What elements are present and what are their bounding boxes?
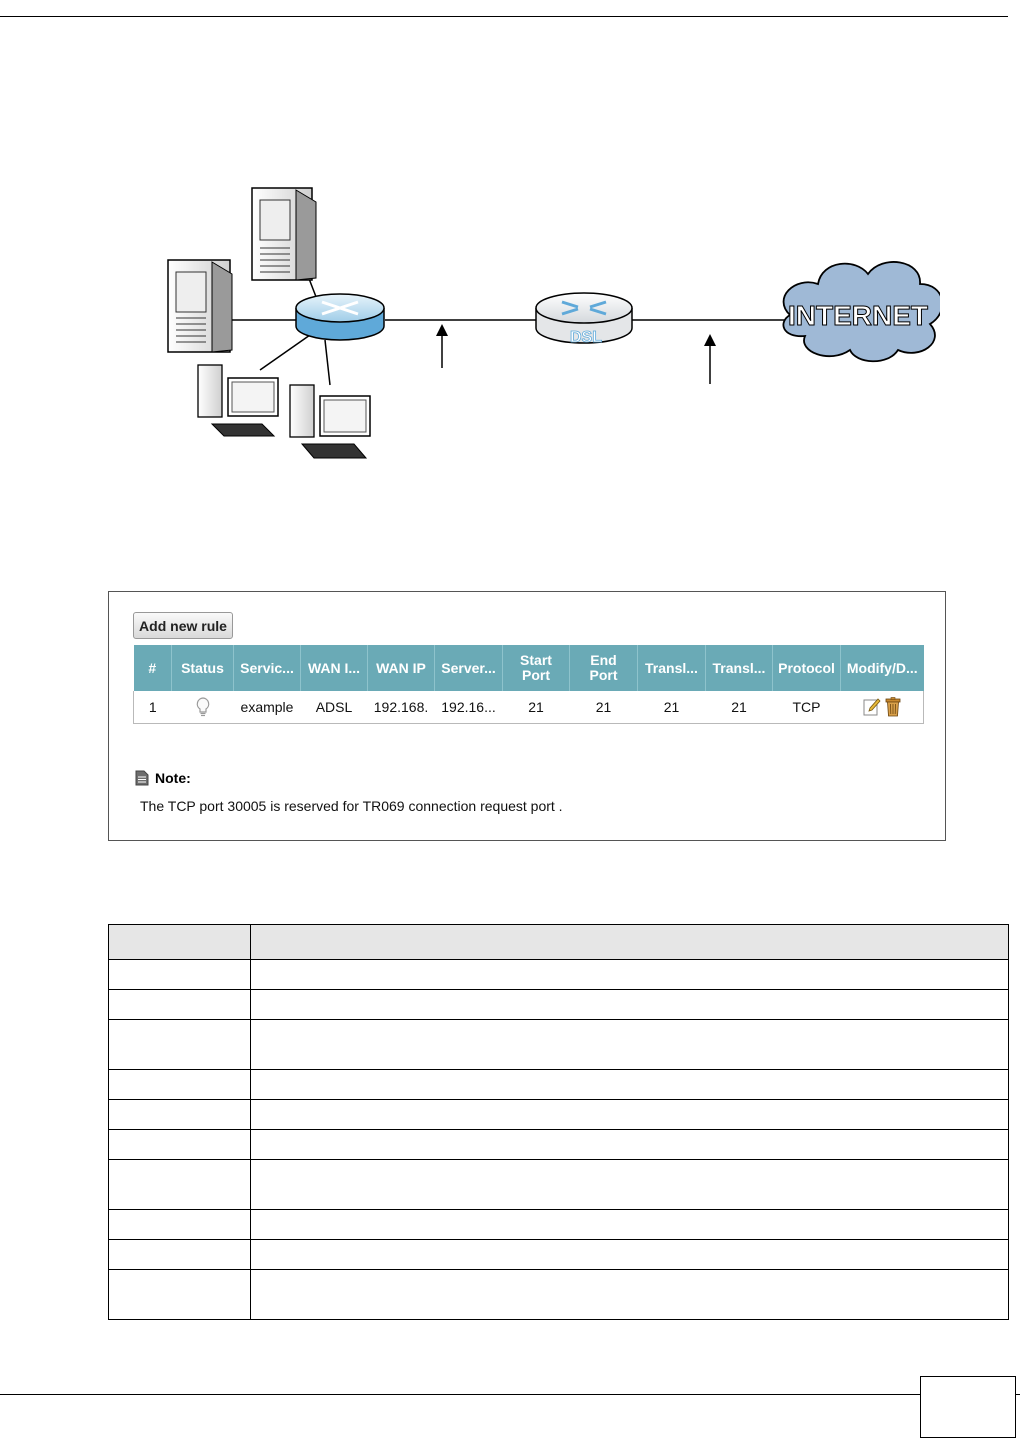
delete-icon[interactable] — [885, 697, 901, 717]
col-status[interactable]: Status — [172, 645, 234, 691]
table-header-row — [109, 925, 1009, 960]
arrow-up-icon — [704, 334, 716, 384]
col-translation-end[interactable]: Transl... — [706, 645, 773, 691]
cell-start-port: 21 — [503, 691, 570, 724]
add-new-rule-button[interactable]: Add new rule — [133, 612, 233, 639]
table-row — [109, 1100, 1009, 1130]
note-heading — [135, 770, 191, 786]
dsl-router-icon — [536, 293, 632, 346]
internet-cloud-icon — [783, 262, 940, 361]
table-row — [109, 1240, 1009, 1270]
table-row — [109, 1160, 1009, 1210]
workstation-icon — [198, 365, 278, 436]
cell-wan-interface: ADSL — [301, 691, 368, 724]
table-row — [109, 960, 1009, 990]
col-translation-start[interactable]: Transl... — [638, 645, 706, 691]
col-wan-ip[interactable]: WAN IP — [368, 645, 435, 691]
note-icon — [135, 770, 149, 786]
table-row — [109, 1210, 1009, 1240]
col-start-port[interactable]: Start Port — [503, 645, 570, 691]
field-description-table — [108, 924, 1009, 1320]
server-icon — [168, 260, 232, 352]
cell-translation-start: 21 — [638, 691, 706, 724]
note-text: The TCP port 30005 is reserved for TR069 connection request port . — [140, 798, 563, 814]
cell-protocol: TCP — [773, 691, 841, 724]
workstation-icon — [290, 385, 370, 458]
arrow-up-icon — [436, 324, 448, 368]
edit-icon[interactable] — [863, 697, 881, 717]
bulb-icon — [196, 697, 210, 717]
dsl-router-label: DSL — [570, 329, 602, 346]
network-diagram — [150, 180, 940, 470]
port-forwarding-table — [133, 645, 924, 724]
table-row — [109, 1020, 1009, 1070]
col-protocol[interactable]: Protocol — [773, 645, 841, 691]
port-forwarding-panel — [108, 591, 946, 841]
lan-router-icon — [296, 294, 384, 340]
cell-service: example — [234, 691, 301, 724]
cell-end-port: 21 — [570, 691, 638, 724]
server-icon — [252, 188, 316, 280]
internet-label: INTERNET — [788, 300, 928, 331]
cell-index: 1 — [134, 691, 172, 724]
col-service[interactable]: Servic... — [234, 645, 301, 691]
table-row — [109, 1270, 1009, 1320]
cell-status — [172, 691, 234, 724]
page-number-box — [920, 1376, 1016, 1438]
col-modify-delete[interactable]: Modify/D... — [841, 645, 924, 691]
table-row — [134, 691, 924, 724]
note-title: Note: — [155, 770, 191, 786]
cell-server: 192.16... — [435, 691, 503, 724]
col-end-port[interactable]: End Port — [570, 645, 638, 691]
table-row — [109, 1130, 1009, 1160]
footer-rule — [0, 1394, 1020, 1395]
table-row — [109, 1070, 1009, 1100]
cell-actions — [841, 691, 924, 724]
cell-translation-end: 21 — [706, 691, 773, 724]
cell-wan-ip: 192.168. — [368, 691, 435, 724]
table-row — [109, 990, 1009, 1020]
header-rule — [0, 16, 1008, 17]
col-server[interactable]: Server... — [435, 645, 503, 691]
col-wan-interface[interactable]: WAN I... — [301, 645, 368, 691]
col-index[interactable]: # — [134, 645, 172, 691]
table-header-row — [134, 645, 924, 691]
